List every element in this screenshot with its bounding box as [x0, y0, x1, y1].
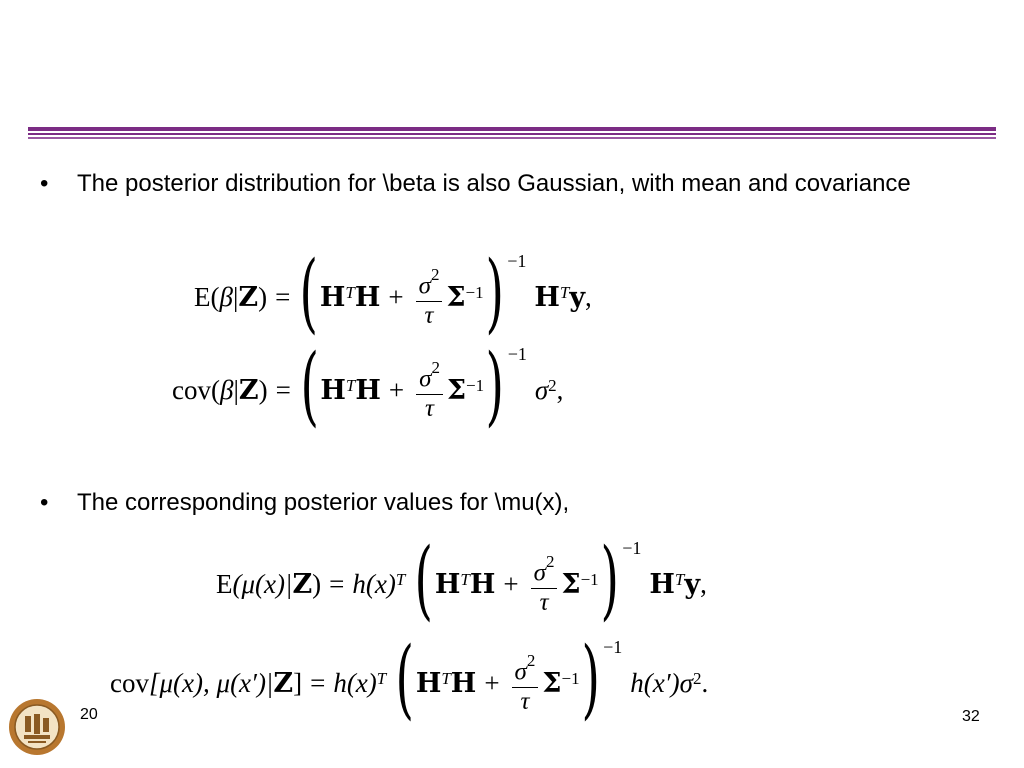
eq-open: (: [210, 281, 220, 312]
eq-inverse: −1: [561, 669, 580, 688]
eq-H: H: [319, 281, 346, 313]
eq-H: H: [415, 667, 442, 699]
eq-Sigma: Σ: [542, 667, 562, 699]
eq-equals: =: [310, 667, 326, 698]
eq-H: H: [649, 568, 675, 600]
eq-close: ): [312, 568, 322, 599]
eq-inverse: −1: [580, 570, 599, 589]
fraction: [416, 264, 443, 330]
bullet-marker: •: [40, 170, 49, 197]
eq-plus: +: [388, 374, 405, 405]
page-number: 32: [962, 708, 980, 725]
eq-inverse: −1: [465, 283, 484, 302]
eq-T: T: [376, 669, 387, 688]
equation-cov-mu: [110, 629, 709, 729]
eq-punct: ,: [585, 281, 592, 312]
eq-sigma: σ: [419, 365, 432, 393]
outer-exponent: −1: [507, 343, 527, 364]
outer-exponent: −1: [622, 537, 642, 558]
eq-close: ): [258, 281, 268, 312]
eq-punct: ,: [700, 568, 707, 599]
eq-close: ]: [293, 667, 303, 698]
equation-cov-beta: [172, 336, 564, 436]
eq-punct: ,: [556, 374, 564, 405]
eq-H: H: [534, 281, 560, 313]
equation-mean-beta: [194, 243, 592, 343]
eq-H: H: [469, 568, 496, 600]
eq-T: T: [460, 570, 470, 589]
eq-sigma: σ: [418, 272, 431, 300]
left-paren: (: [395, 629, 415, 729]
eq-tau: τ: [424, 302, 434, 330]
eq-sq: 2: [430, 264, 440, 284]
bullet-text-posterior: The posterior distribution for \beta is also Gaussian, with mean and covariance: [77, 170, 911, 197]
left-paren: (: [299, 243, 319, 343]
eq-sq: 2: [431, 357, 440, 377]
eq-inner: [μ(x), μ(x′)|: [148, 667, 274, 698]
eq-y: y: [569, 281, 586, 313]
right-paren: ): [485, 243, 504, 343]
eq-equals: =: [275, 281, 291, 312]
eq-H: H: [434, 568, 461, 600]
right-paren: ): [600, 530, 619, 630]
eq-tau: τ: [539, 589, 549, 617]
title-rule-mid: [28, 133, 996, 135]
eq-tau: τ: [520, 688, 530, 716]
eq-operator: E: [194, 281, 211, 312]
title-rule-thin: [28, 137, 996, 139]
eq-tau: τ: [425, 395, 434, 423]
eq-tail: h(x′)σ: [630, 667, 693, 698]
eq-inner: (μ(x)|: [232, 568, 293, 599]
eq-hx: h(x): [352, 568, 396, 599]
eq-close: ): [258, 374, 268, 405]
right-paren: ): [581, 629, 600, 729]
eq-sigma: σ: [514, 658, 527, 686]
eq-T: T: [345, 376, 356, 395]
left-paren: (: [300, 336, 319, 436]
eq-T: T: [395, 570, 406, 589]
eq-Z: Z: [238, 374, 259, 406]
eq-H: H: [320, 374, 346, 406]
eq-T: T: [345, 283, 355, 302]
eq-plus: +: [484, 667, 500, 698]
eq-sq: 2: [526, 650, 536, 670]
eq-hx: h(x): [333, 667, 377, 698]
eq-sq: 2: [545, 551, 555, 571]
right-paren: ): [485, 336, 505, 436]
left-paren: (: [414, 530, 434, 630]
eq-sigma: σ: [533, 559, 546, 587]
eq-H: H: [355, 374, 381, 406]
outer-exponent: −1: [603, 636, 623, 657]
eq-operator: cov: [172, 374, 211, 405]
bullet-text-mu: The corresponding posterior values for \mu(x),: [77, 489, 570, 516]
eq-Z: Z: [292, 568, 313, 600]
eq-var: β: [219, 281, 233, 312]
eq-Sigma: Σ: [446, 281, 466, 313]
eq-operator: cov: [110, 667, 149, 698]
eq-plus: +: [503, 568, 519, 599]
eq-sq: 2: [548, 376, 557, 395]
outer-exponent: −1: [507, 250, 527, 271]
eq-Z: Z: [273, 667, 294, 699]
bullet-marker: •: [40, 489, 49, 516]
eq-operator: E: [216, 568, 233, 599]
fraction: [416, 357, 443, 423]
equation-mean-mu: [216, 530, 707, 630]
eq-Z: Z: [238, 281, 259, 313]
fraction: [512, 650, 539, 716]
eq-sq: 2: [693, 669, 702, 688]
fraction: [531, 551, 558, 617]
footer-year: 20: [80, 706, 98, 723]
eq-punct: .: [701, 667, 709, 698]
eq-H: H: [450, 667, 477, 699]
eq-bar: |: [232, 281, 239, 312]
eq-inverse: −1: [466, 376, 485, 395]
eq-plus: +: [388, 281, 404, 312]
eq-bar: |: [233, 374, 239, 405]
eq-Sigma: Σ: [446, 374, 467, 406]
eq-T: T: [441, 669, 451, 688]
eq-equals: =: [275, 374, 291, 405]
eq-equals: =: [329, 568, 345, 599]
eq-var: β: [219, 374, 234, 405]
eq-y: y: [684, 568, 701, 600]
eq-Sigma: Σ: [561, 568, 581, 600]
eq-open: (: [210, 374, 220, 405]
eq-T: T: [559, 283, 570, 302]
eq-sigma: σ: [534, 374, 549, 405]
eq-H: H: [354, 281, 381, 313]
eq-T: T: [674, 570, 685, 589]
university-seal-logo: [8, 698, 66, 756]
title-rule-thick: [28, 127, 996, 131]
